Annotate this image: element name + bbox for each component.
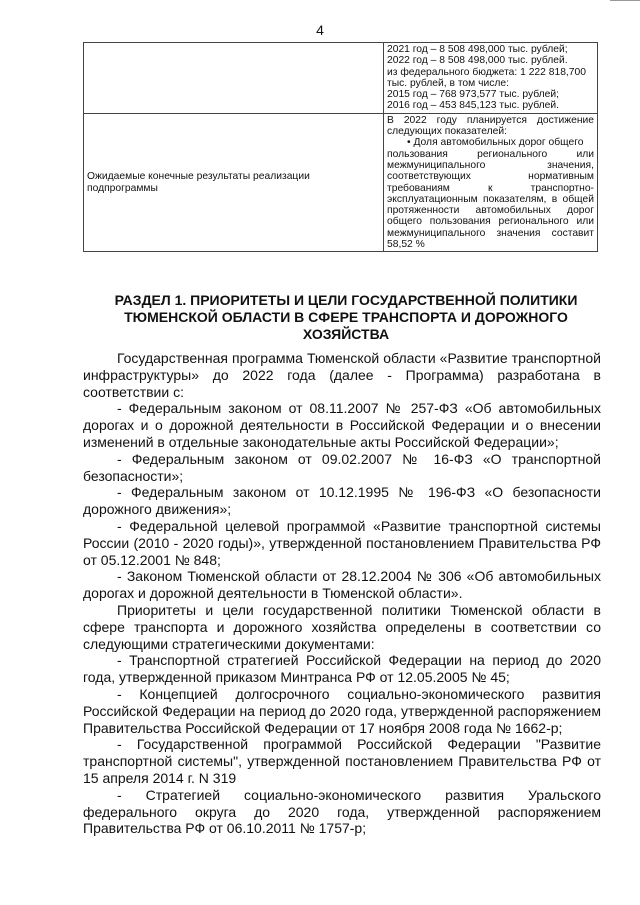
body-line: дорожного движения»;: [83, 501, 232, 518]
body-line: Правительства РФ от 06.10.2011 № 1757-р;: [83, 820, 367, 837]
body-line: безопасности»;: [83, 467, 184, 484]
body-line: Приоритеты и цели государственной политики Тюменской области в: [117, 601, 601, 618]
body-line: Правительства Российской Федерации от 17 ноября 2008 года № 1662-р;: [83, 719, 563, 736]
page-number: 4: [316, 22, 324, 38]
financing-line: 2022 год – 8 508 498,000 тыс. рублей.: [387, 55, 568, 67]
results-line: требованиям к транспортно-: [387, 182, 594, 194]
body-line: федерального округа до 2020 года, утвержденной распоряжением: [83, 803, 601, 820]
results-label: Ожидаемые конечные результаты реализации подпрограммы: [84, 113, 384, 252]
body-text: [83, 350, 601, 837]
financing-line: 2021 год – 8 508 498,000 тыс. рублей;: [387, 44, 568, 55]
body-line: Российской Федерации на период до 2020 года, утвержденной распоряжением: [83, 702, 601, 719]
subprogram-table: [83, 42, 598, 252]
results-line: 58,52 %: [387, 239, 425, 251]
body-line: транспортной системы", утвержденной постановлением Правительства РФ от: [83, 753, 601, 770]
table-cell-empty: [84, 43, 384, 114]
body-line: года, утвержденной приказом Минтранса РФ от 12.05.2005 № 45;: [83, 669, 510, 686]
results-line: протяженности автомобильных дорог: [387, 205, 594, 217]
results-line: В 2022 году планируется достижение: [387, 114, 594, 126]
financing-line: 2016 год – 453 845,123 тыс. рублей.: [387, 100, 560, 112]
body-line: - Федеральным законом от 09.02.2007 № 16-ФЗ «О транспортной: [117, 450, 601, 467]
body-line: от 05.12.2001 № 848;: [83, 551, 221, 568]
financing-line: 2015 год – 768 973,577 тыс. рублей;: [387, 89, 560, 101]
section-title-line: РАЗДЕЛ 1. ПРИОРИТЕТЫ И ЦЕЛИ ГОСУДАРСТВЕННОЙ ПОЛИТИКИ: [114, 292, 578, 308]
body-line: изменений в отдельные законодательные акты Российской Федерации»;: [83, 433, 559, 450]
results-line: следующих показателей:: [387, 126, 507, 138]
results-bullet-line: • Доля автомобильных дорог общего: [407, 137, 584, 149]
body-line: России (2010 - 2020 годы)», утвержденной постановлением Правительства РФ: [83, 534, 601, 551]
results-line: эксплуатационным показателям, в общей: [387, 193, 594, 205]
table-row-results: [84, 113, 598, 252]
table-cell-financing: [384, 43, 598, 114]
body-line: дорогах и о дорожной деятельности в Российской Федерации и о внесении: [83, 417, 601, 434]
financing-line: из федерального бюджета: 1 222 818,700: [387, 66, 586, 78]
section-title-line: ХОЗЯЙСТВА: [302, 326, 390, 342]
body-line: - Стратегией социально-экономического развития Уральского: [117, 786, 601, 803]
body-line: сфере транспорта и дорожного хозяйства определены в соответствии со: [83, 618, 601, 635]
results-line: общего пользования регионального или: [387, 216, 594, 228]
body-line: соответствии с:: [83, 383, 184, 400]
body-line: дорогах и дорожной деятельности в Тюменской области».: [83, 585, 463, 602]
body-line: следующими стратегическими документами:: [83, 635, 375, 652]
body-line: - Федеральным законом от 10.12.1995 № 196-ФЗ «О безопасности: [117, 484, 601, 501]
body-line: инфраструктуры» до 2022 года (далее - Программа) разработана в: [83, 366, 601, 383]
body-line: - Федеральным законом от 08.11.2007 № 257-ФЗ «Об автомобильных: [117, 400, 601, 417]
results-line: соответствующих нормативным: [387, 171, 594, 183]
results-line: пользования регионального или: [387, 148, 594, 160]
results-line: межмуниципального значения составит: [387, 227, 594, 239]
body-line: Государственная программа Тюменской области «Развитие транспортной: [117, 350, 601, 366]
table-cell-results: [384, 113, 598, 252]
section-title: [96, 292, 596, 343]
body-line: - Концепцией долгосрочного социально-экономического развития: [117, 685, 601, 702]
section-title-line: ТЮМЕНСКОЙ ОБЛАСТИ В СФЕРЕ ТРАНСПОРТА И ДОРОЖНОГО: [124, 309, 568, 325]
financing-line: тыс. рублей, в том числе:: [387, 77, 509, 89]
body-line: - Федеральной целевой программой «Развитие транспортной системы: [117, 517, 601, 534]
body-line: - Транспортной стратегией Российской Федерации на период до 2020: [117, 652, 601, 669]
body-line: - Законом Тюменской области от 28.12.2004 № 306 «Об автомобильных: [117, 568, 601, 585]
body-line: - Государственной программой Российской Федерации "Развитие: [117, 736, 601, 753]
results-line: межмуниципального значения,: [387, 159, 594, 171]
body-line: 15 апреля 2014 г. N 319: [83, 769, 237, 786]
corner-rule: [610, 0, 640, 1]
table-row-financing: [84, 43, 598, 114]
